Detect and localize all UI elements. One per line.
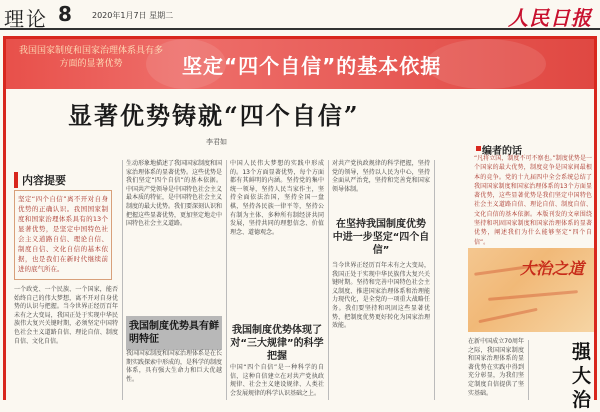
publication-date: 2020年1月7日 星期二: [92, 11, 174, 20]
article-column-1: 一个政党、一个民族、一个国家，能否始终自己的伟大梦想，离不开对自身优势的认识与把握。当今世界正经历百年未有之大变局，我国正处于实现中华民族伟大复兴关键时期，必须坚定中国特色社会主义道路自信、理论自信、制度自信、文化自信。: [14, 286, 118, 345]
banner-decoration: [426, 39, 546, 89]
column-divider: [328, 160, 329, 400]
article-column-4b: 当今世界正经历百年未有之大变局，我国正处于实现中华民族伟大复兴关键时期。坚持和完善中国特色社会主义制度、推进国家治理体系和治理能力现代化，是全党的一项重大战略任务。我们要坚持和巩固这些显著优势，把制度优势更好转化为国家治理效能。: [332, 262, 430, 330]
page-number: 8: [58, 2, 72, 26]
subheading-1: 我国制度优势具有鲜明特征: [126, 316, 222, 350]
subheading-2: 我国制度优势体现了对“三大规律”的科学把握: [230, 325, 324, 362]
article-column-5: [438, 160, 468, 330]
editor-note-text: “凡将立国，制度不可不察也。”制度优势是一个国家的最大优势，制度竞争是国家间最根本的竞争。党的十九届四中全会系统总结了我国国家制度和国家治理体系的13个方面显著优势，这些显著优势是我们坚定中国特色社会主义道路自信、理论自信、制度自信、文化自信的基本依据。本版刊发的文章围绕坚持和巩固国家制度和国家治理体系的显著优势，阐述我们为什么能够坚定“四个自信”。: [474, 155, 592, 246]
brush-streak: [478, 308, 537, 323]
illustration-caption: 大治之道: [519, 259, 584, 278]
column-divider: [434, 160, 435, 400]
banner-subtitle: 我国国家制度和国家治理体系具有多方面的显著优势: [18, 46, 163, 69]
editor-note-heading: 编者的话: [482, 146, 522, 157]
article-column-2: 生动形象地描述了我国国家制度和国家治理体系的显著优势。这些优势是我们坚定“四个自信”的基本依据。中国共产党领导是中国特色社会主义最本质的特征，是中国特色社会主义制度的最大优势。我们要深刻认识和把握这些显著优势，更加坚定地走中国特色社会主义道路。: [126, 160, 223, 228]
subheading-3: 在坚持我国制度优势中进一步坚定“四个自信”: [332, 219, 430, 256]
feature-banner: [6, 39, 594, 89]
adjacent-story-title: 强大治: [572, 341, 592, 411]
column-divider: [122, 160, 123, 400]
column-divider: [226, 160, 227, 400]
adjacent-story-text: 在新中国成立70周年之际，我国国家制度和国家治理体系的显著优势在实践中得到充分彰显，为我们坚定制度自信提供了坚实基础。: [468, 338, 524, 397]
newspaper-logo: 人民日报: [508, 6, 592, 30]
calligraphy-illustration: [468, 248, 594, 332]
section-name: 理论: [4, 7, 48, 31]
editor-note-marker: [476, 146, 481, 151]
summary-heading: 内容提要: [14, 172, 112, 188]
article-column-2b: 我国国家制度和国家治理体系是在长期实践探索中形成的，是科学的制度体系，具有强大生命力和巨大优越性。: [126, 350, 223, 383]
article-column-4: 对共产党执政规律的科学把握，坚持党的领导，坚持以人民为中心，坚持全面从严治党，坚持和完善党和国家领导体制。: [332, 160, 430, 193]
article-column-3b: 中国“四个自信”是一种科学的自信，这种自信建立在对共产党执政规律、社会主义建设规律、人类社会发展规律的科学认识基础之上。: [230, 364, 324, 397]
article-byline: 李君如: [206, 138, 227, 146]
brush-streak: [488, 290, 578, 301]
article-headline: 显著优势铸就“四个自信”: [68, 101, 360, 130]
summary-text: 坚定“四个自信”离不开对自身优势的正确认识。我国国家制度和国家治理体系具有的13个显著优势，是坚定中国特色社会主义道路自信、理论自信、制度自信、文化自信的基本依据，也是我们在新时代继续前进的底气所在。: [14, 190, 112, 280]
adjacent-story: [528, 340, 594, 411]
banner-title: 坚定“四个自信”的基本依据: [182, 54, 442, 78]
article-column-3: 中国人民伟大梦想的实践中形成的。13个方面显著优势，每个方面都有其鲜明的内涵。坚持党的集中统一领导，坚持人民当家作主，坚持全面依法治国，坚持全国一盘棋，坚持各民族一律平等，坚持公有制为主体、多种所有制经济共同发展，坚持共同的理想信念、价值理念、道德观念。: [230, 160, 324, 236]
page-masthead: [0, 0, 600, 30]
